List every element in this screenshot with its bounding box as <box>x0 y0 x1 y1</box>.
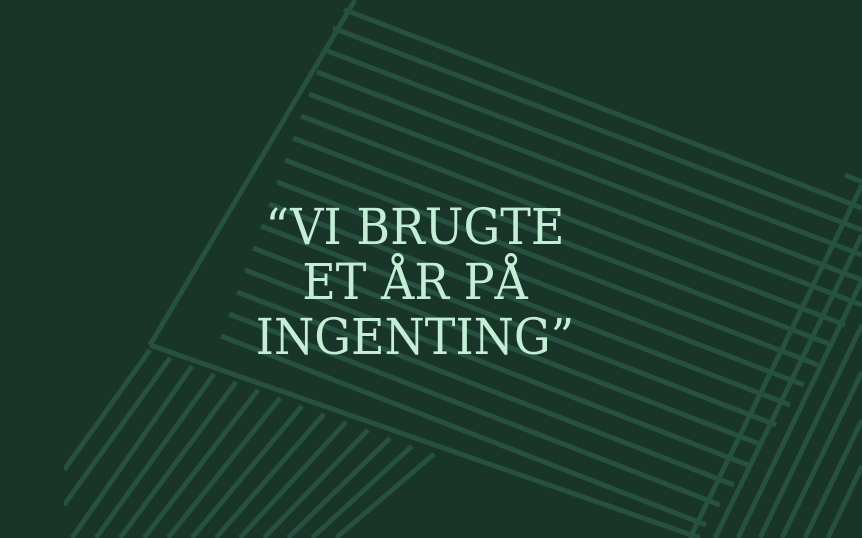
quote-block <box>0 200 830 365</box>
quote-line-1: “VI BRUGTE <box>265 198 565 256</box>
quote-line-3: INGENTING” <box>255 308 575 366</box>
quote-line-2: ET ÅR PÅ <box>302 253 528 311</box>
